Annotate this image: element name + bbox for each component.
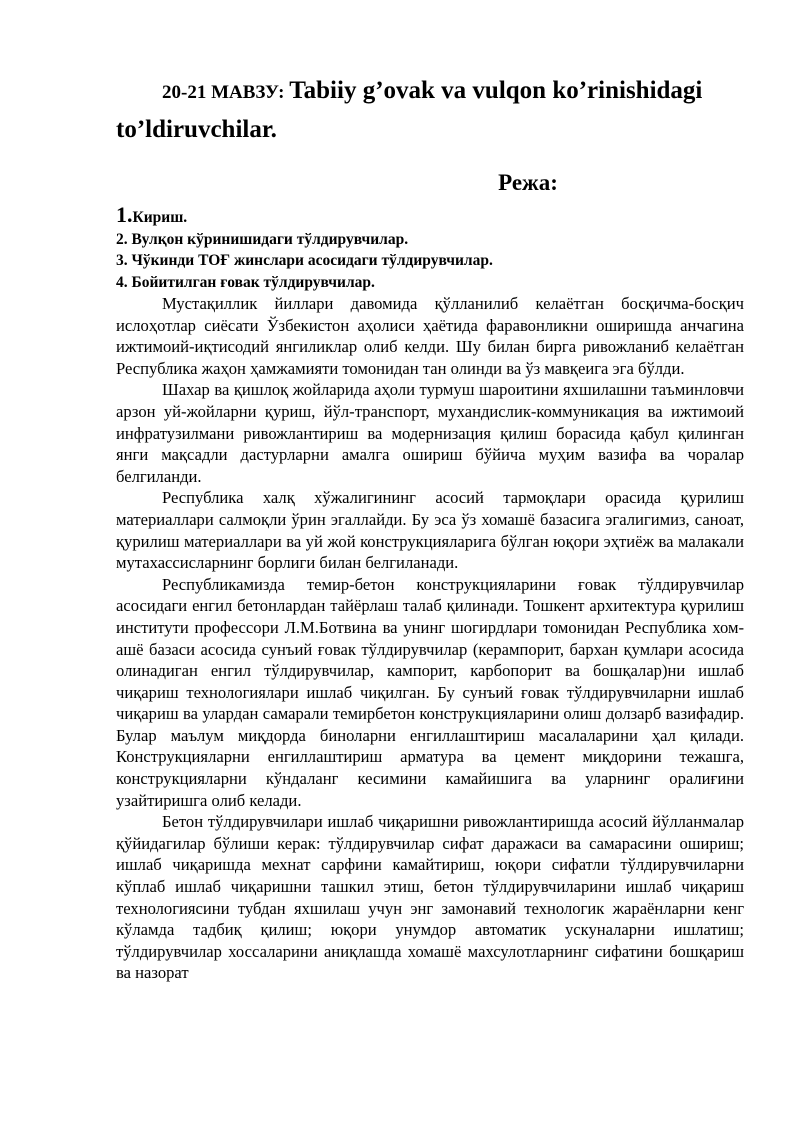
body-paragraph-5: Бетон тўлдирувчилари ишлаб чиқаришни ривожлантиришда асосий йўлланмалар қўйидагилар бўлиши керак: тўлдирувчилар сифат даражаси ва самарасини ошириш; ишлаб чиқаришда мехнат сарфини камайтириш, юқори сифатли тўлдирувчиларни кўплаб ишлаб чиқаришни ташкил этиш, бетон тўлдирувчиларини ишлаб чиқариш технологиясини тубдан яхшилаш учун энг замонавий технологик жараёнларни кенг кўламда тадбиқ қилиш; юқори унумдор автоматик ускуналарни ишлатиш; тўлдирувчилар хоссаларини аниқлашда хомашё махсулотларнинг сифатини бошқариш ва назорат — [116, 812, 744, 983]
plan-list — [116, 204, 744, 293]
plan-item-text: Кириш. — [132, 209, 188, 226]
plan-item-2 — [116, 229, 744, 251]
body-paragraph-3: Республика халқ хўжалигининг асосий тармоқлари орасида қурилиш материаллари салмоқли ўрин эгаллайди. Бу эса ўз хомашё базасига эгалигимиз, саноат, қурилиш материаллари ва уй жой конструкцияларига бўлган юқори эҳтиёж ва малакали мутахассисларнинг борлиги билан белгиланади. — [116, 488, 744, 573]
plan-item-text: Чўкинди ТОҒ жинслари асосидаги тўлдирувчилар. — [131, 252, 493, 269]
body-paragraph-2: Шахар ва қишлоқ жойларида аҳоли турмуш шароитини яхшилашни таъминловчи арзон уй-жойларни қуриш, йўл-транспорт, мухандислик-коммуникация ва ижтимоий инфратузилмани ривожлантириш ва модернизация қилиш борасида қабул қилинган янги мақсадли дастурларни амалга ошириш бўйича муҳим вазифа ва чоралар белгиланди. — [116, 380, 744, 486]
body-paragraph-4: Республикамизда темир-бетон конструкцияларини ғовак тўлдирувчилар асосидаги енгил бетонлардан тайёрлаш талаб қилинади. Тошкент архитектура қурилиш институти профессори Л.М.Ботвина ва унинг шогирдлари томонидан Республика хом-ашё базаси асосида сунъий ғовак тўлдирувчилар (керампорит, бархан қумлари асосида олинадиган енгил тўлдирувчилар, кампорит, карбопорит ва бошқалар)ни ишлаб чиқариш технологиялари ишлаб чиқилган. Бу сунъий ғовак тўлдирувчиларни ишлаб чиқариш ва улардан самарали темирбетон конструкцияларини олиш долзарб вазифадир. Булар маълум миқдорда биноларни енгиллаштириш масалаларини ҳал қилади. Конструкцияларни енгиллаштириш арматура ва цемент миқдорини тежашга, конструкцияларни кўндаланг кесимини камайишига ва уларнинг оралиғини узайтиришга олиб келади. — [116, 574, 744, 810]
plan-item-number: 2. — [116, 230, 132, 248]
plan-item-number: 1. — [116, 202, 133, 227]
plan-item-text: Бойитилган ғовак тўлдирувчилар. — [131, 273, 375, 291]
plan-item-4 — [116, 272, 744, 294]
plan-item-3 — [116, 250, 744, 272]
plan-item-number: 4. — [116, 273, 132, 291]
plan-item-number: 3. — [116, 252, 132, 269]
plan-item-1 — [116, 204, 744, 229]
body-paragraph-1: Мустақиллик йиллари давомида қўлланилиб келаётган босқичма-босқич ислоҳотлар сиёсати Ўзбекистон аҳолиси ҳаётида фаравонликни оширишда анчагина ижтимоий-иқтисодий янгиликлар олиб келди. Шу билан бирга ривожланиб келаётган Республика жаҳон ҳамжамияти томонидан тан олинди ва ўз мавқеига эга бўлди. — [116, 294, 744, 378]
document-title — [116, 72, 744, 148]
title-topic-number: 20-21 МАВЗУ: — [162, 82, 290, 103]
title-topic-name: Tabiiy g’ovak va vulqon ko’rinishidagi to’ldiruvchilar. — [116, 77, 703, 143]
plan-heading: Режа: — [498, 170, 558, 195]
document-page — [116, 72, 744, 984]
plan-item-text: Вулқон кўринишидаги тўлдирувчилар. — [131, 230, 409, 248]
